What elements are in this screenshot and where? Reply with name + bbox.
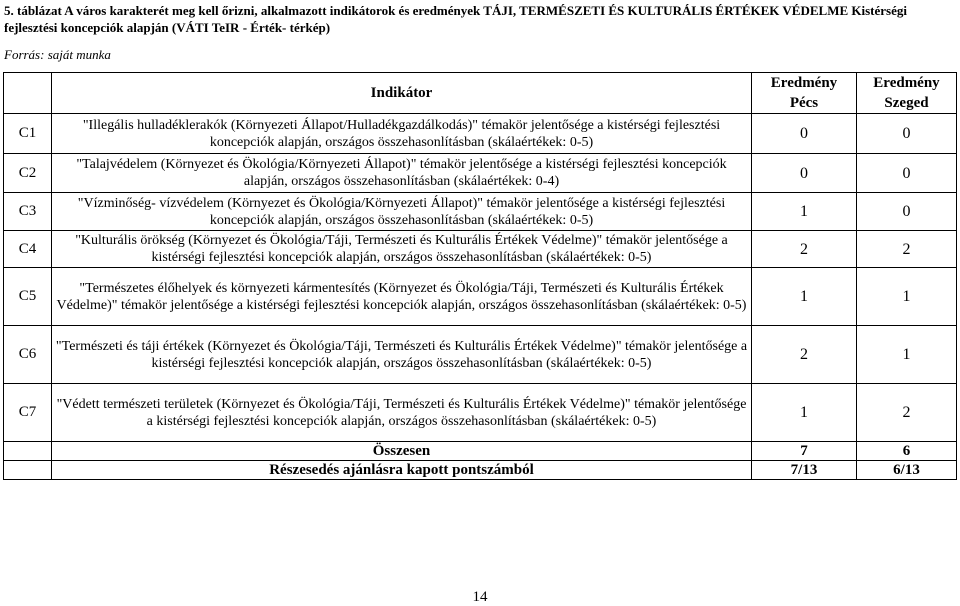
table-caption: 5. táblázat A város karakterét meg kell őrizni, alkalmazott indikátorok és eredmények TÁJI, TERMÉSZETI ÉS KULTURÁLIS ÉRTÉKEK VÉDELME Kistérségi fejlesztési koncepciók alapján (VÁTI TeIR - Érték- térkép) [4,3,907,35]
source-note: Forrás: saját munka [4,47,111,62]
row-value-szeged: 0 [857,154,957,193]
header-blank [4,73,52,114]
table-row [4,114,957,154]
row-value-szeged: 2 [857,384,957,442]
table-row [4,326,957,384]
row-indicator-text: "Talajvédelem (Környezet és Ökológia/Környezeti Állapot)" témakör jelentősége a kistérségi fejlesztési koncepciók alapján, országos összehasonlításban (skálaértékek: 0-4) [52,154,752,193]
row-code: C6 [4,326,52,384]
row-value-pecs: 2 [752,326,857,384]
table-row [4,193,957,231]
header-indicator: Indikátor [52,73,752,114]
row-value-pecs: 0 [752,114,857,154]
row-indicator-text: "Illegális hulladéklerakók (Környezeti Állapot/Hulladékgazdálkodás)" témakör jelentősége a kistérségi fejlesztési koncepciók alapján, országos összehasonlításban (skálaértékek: 0-5) [52,114,752,154]
share-value-pecs: 7/13 [752,461,857,480]
row-value-pecs: 0 [752,154,857,193]
row-value-szeged: 1 [857,268,957,326]
row-value-pecs: 1 [752,193,857,231]
row-value-szeged: 2 [857,231,957,268]
row-indicator-text: "Természeti és táji értékek (Környezet és Ökológia/Táji, Természeti és Kulturális Értékek Védelme)" témakör jelentősége a kistérségi fejlesztési koncepciók alapján, országos összehasonlításban (skálaértékek: 0-5) [52,326,752,384]
share-row [4,461,957,480]
header-result-pecs: Eredmény Pécs [752,73,857,114]
total-value-szeged: 6 [857,442,957,461]
header-row [4,73,957,114]
row-indicator-text: "Természetes élőhelyek és környezeti kármentesítés (Környezet és Ökológia/Táji, Természeti és Kulturális Értékek Védelme)" témakör jelentősége a kistérségi fejlesztési koncepciók alapján, országos összehasonlításban (skálaértékek: 0-5) [52,268,752,326]
row-value-pecs: 1 [752,384,857,442]
row-code: C3 [4,193,52,231]
page-number: 14 [472,589,488,605]
row-code: C2 [4,154,52,193]
row-value-pecs: 1 [752,268,857,326]
row-code: C4 [4,231,52,268]
row-code: C7 [4,384,52,442]
row-indicator-text: "Vízminőség- vízvédelem (Környezet és Ökológia/Környezeti Állapot)" témakör jelentősége a kistérségi fejlesztési koncepciók alapján, országos összehasonlításban (skálaértékek: 0-5) [52,193,752,231]
row-code: C1 [4,114,52,154]
share-value-szeged: 6/13 [857,461,957,480]
row-indicator-text: "Védett természeti területek (Környezet és Ökológia/Táji, Természeti és Kulturális Értékek Védelme)" témakör jelentősége a kistérségi fejlesztési koncepciók alapján, országos összehasonlításban (skálaértékek: 0-5) [52,384,752,442]
row-indicator-text: "Kulturális örökség (Környezet és Ökológia/Táji, Természeti és Kulturális Értékek Védelme)" témakör jelentősége a kistérségi fejlesztési koncepciók alapján, országos összehasonlításban (skálaértékek: 0-5) [52,231,752,268]
total-value-pecs: 7 [752,442,857,461]
row-code: C5 [4,268,52,326]
table-row [4,231,957,268]
table-row [4,154,957,193]
table-row [4,268,957,326]
row-value-pecs: 2 [752,231,857,268]
total-blank [4,442,52,461]
table-row [4,384,957,442]
total-row [4,442,957,461]
indicator-table [3,72,957,480]
header-result-szeged: Eredmény Szeged [857,73,957,114]
total-label: Összesen [52,442,752,461]
row-value-szeged: 1 [857,326,957,384]
row-value-szeged: 0 [857,114,957,154]
share-blank [4,461,52,480]
row-value-szeged: 0 [857,193,957,231]
share-label: Részesedés ajánlásra kapott pontszámból [52,461,752,480]
